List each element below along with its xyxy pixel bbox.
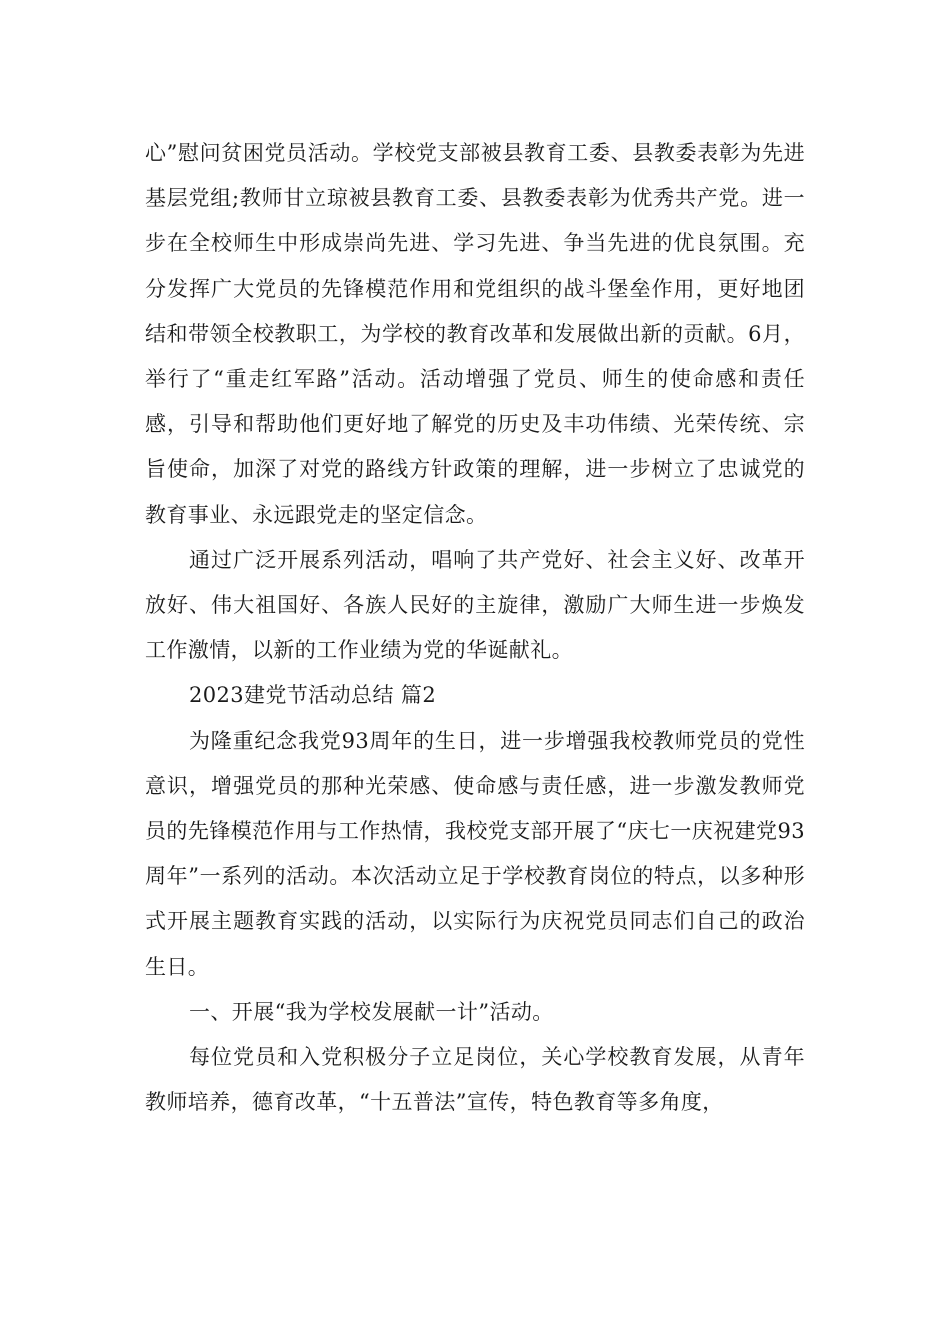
section-heading: 2023建党节活动总结 篇2 — [189, 683, 437, 708]
paragraph-summary: 通过广泛开展系列活动，唱响了共产党好、社会主义好、改革开放好、伟大祖国好、各族人民好的主旋律，激励广大师生进一步焕发工作激情，以新的工作业绩为党的华诞献礼。 — [145, 547, 805, 663]
document-page — [145, 131, 805, 1125]
paragraph-body: 每位党员和入党积极分子立足岗位，关心学校教育发展，从青年教师培养，德育改革，“十五普法”宣传，特色教育等多角度， — [145, 1045, 805, 1115]
paragraph-intro: 为隆重纪念我党93周年的生日，进一步增强我校教师党员的党性意识，增强党员的那种光荣感、使命感与责任感，进一步激发教师党员的先锋模范作用与工作热情，我校党支部开展了“庆七一庆祝建党93周年”一系列的活动。本次活动立足于学校教育岗位的特点，以多种形式开展主题教育实践的活动，以实际行为庆祝党员同志们自己的政治生日。 — [145, 728, 805, 979]
paragraph-continuation: 心”慰问贫困党员活动。学校党支部被县教育工委、县教委表彰为先进基层党组;教师甘立琼被县教育工委、县教委表彰为优秀共产党。进一步在全校师生中形成崇尚先进、学习先进、争当先进的优良氛围。充分发挥广大党员的先锋模范作用和党组织的战斗堡垒作用，更好地团结和带领全校教职工，为学校的教育改革和发展做出新的贡献。6月，举行了“重走红军路”活动。活动增强了党员、师生的使命感和责任感，引导和帮助他们更好地了解党的历史及丰功伟绩、光荣传统、宗旨使命，加深了对党的路线方针政策的理解，进一步树立了忠诚党的教育事业、永远跟党走的坚定信念。 — [145, 141, 805, 527]
subsection-heading: 一、开展“我为学校发展献一计”活动。 — [189, 999, 554, 1024]
